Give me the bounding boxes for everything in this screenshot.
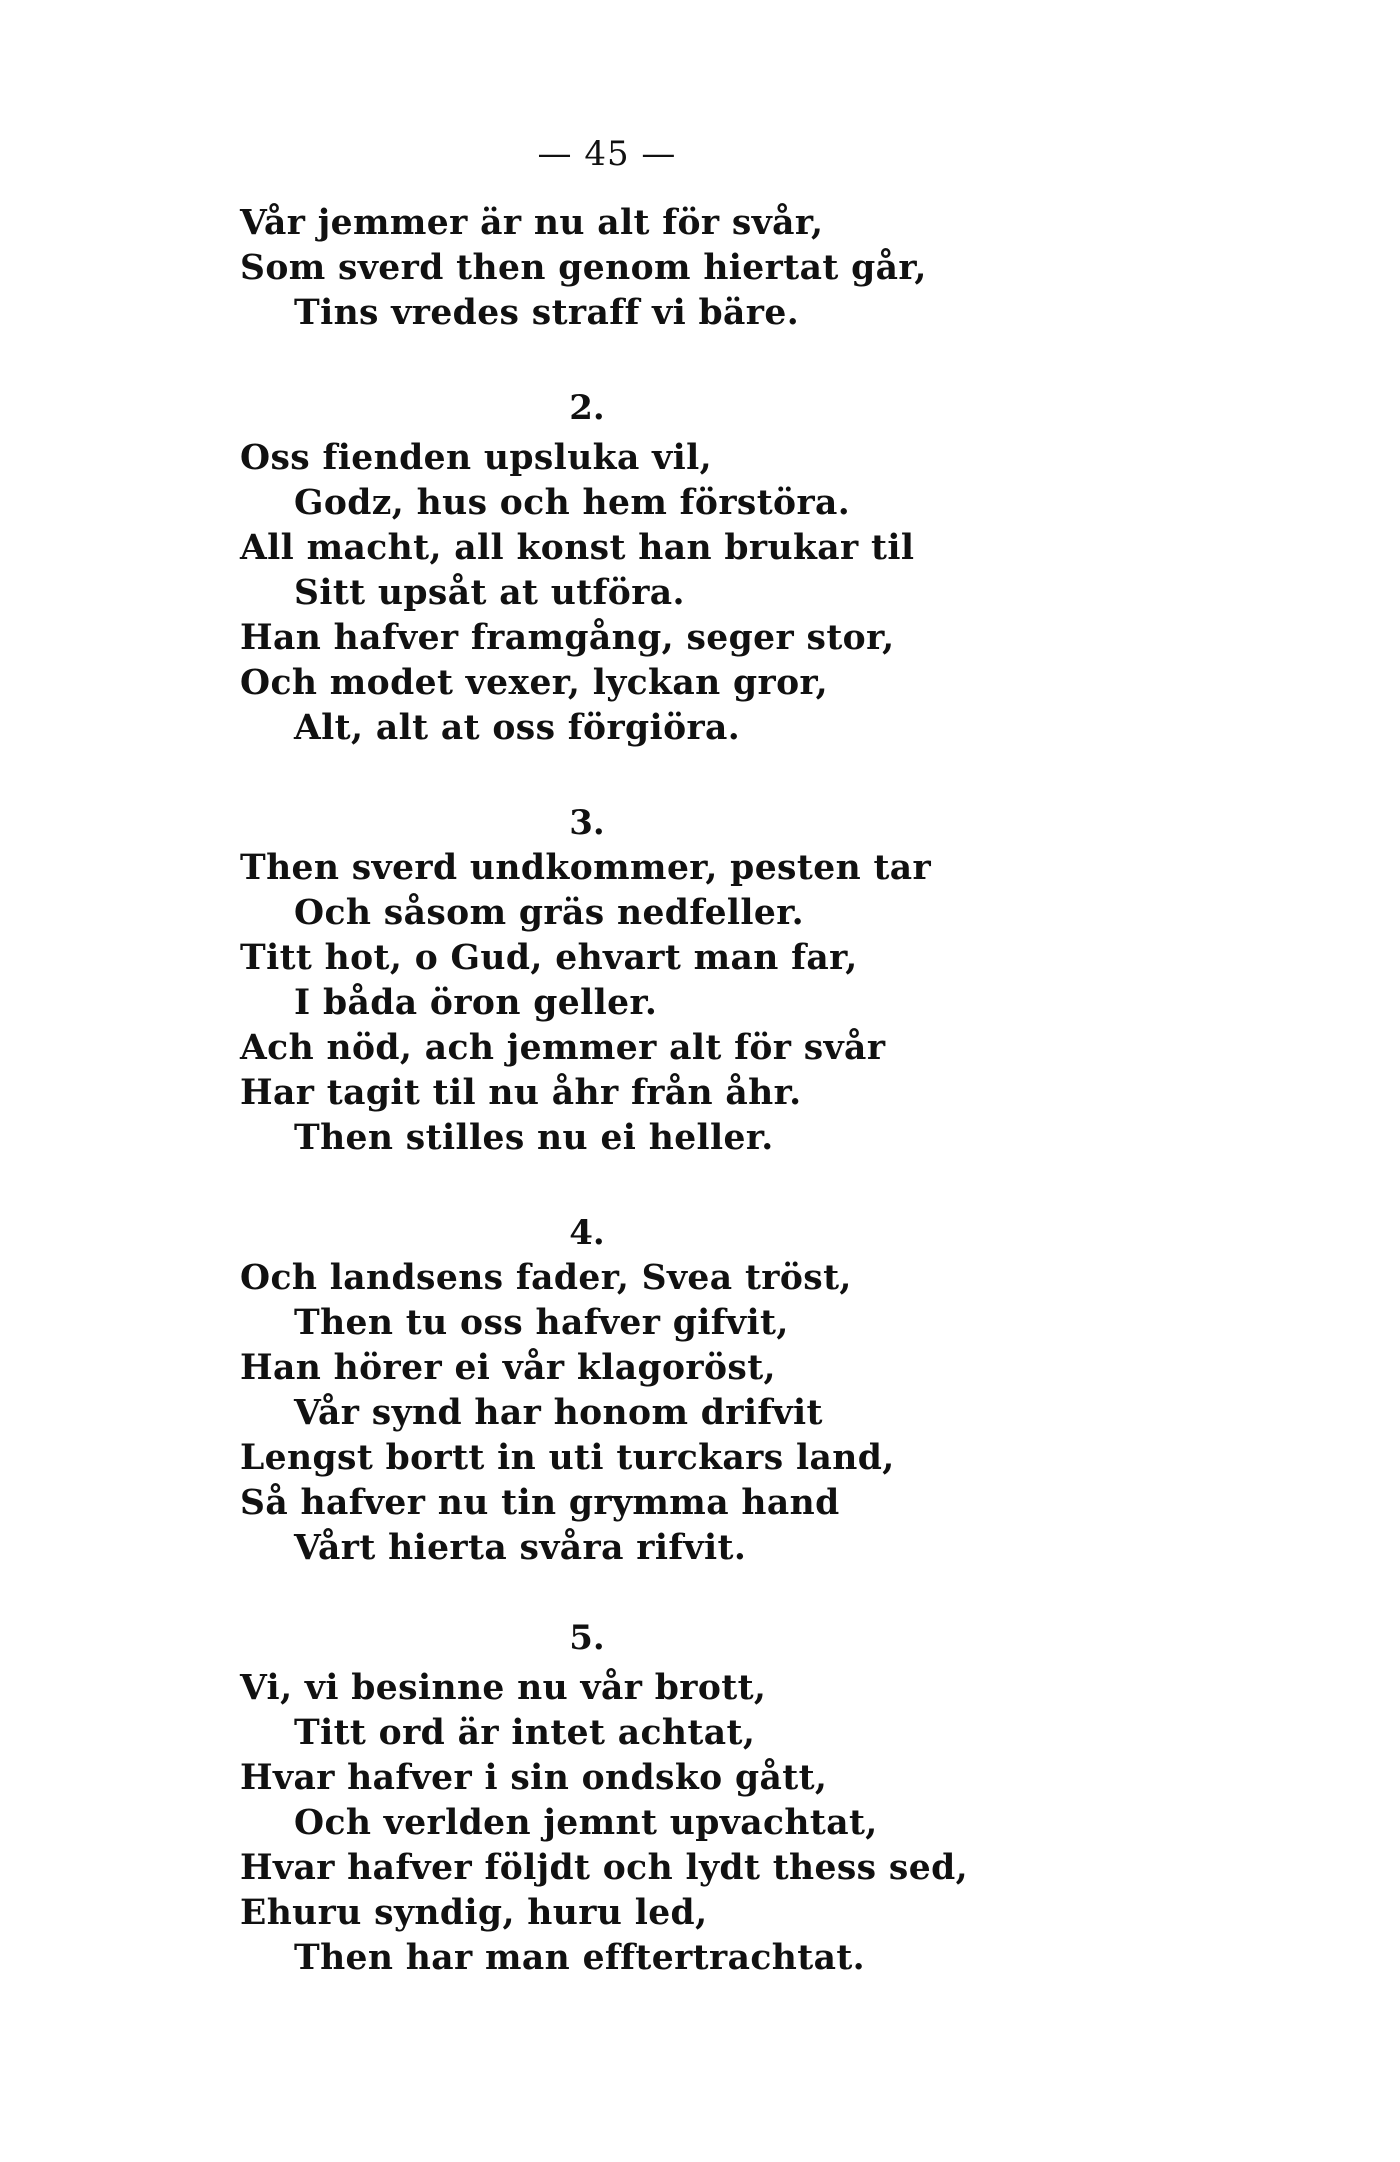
verse-line: Ach nöd, ach jemmer alt för svår xyxy=(240,1028,886,1068)
verse-line: Vår jemmer är nu alt för svår, xyxy=(240,203,824,243)
verse-line: Tins vredes straff vi bäre. xyxy=(294,293,800,333)
stanza-number: 4. xyxy=(569,1213,605,1253)
verse-line: Och modet vexer, lyckan gror, xyxy=(240,663,828,703)
verse-line: Som sverd then genom hiertat går, xyxy=(240,248,927,288)
verse-line: Godz, hus och hem förstöra. xyxy=(294,483,851,523)
verse-line: Han hafver framgång, seger stor, xyxy=(240,618,895,658)
verse-line: Vårt hierta svåra rifvit. xyxy=(294,1528,747,1568)
verse-line: All macht, all konst han brukar til xyxy=(240,528,915,568)
verse-line: Ehuru syndig, huru led, xyxy=(240,1893,708,1933)
verse-line: Han hörer ei vår klagoröst, xyxy=(240,1348,776,1388)
verse-line: Then tu oss hafver gifvit, xyxy=(294,1303,789,1343)
verse-line: Och verlden jemnt upvachtat, xyxy=(294,1803,878,1843)
verse-line: Oss fienden upsluka vil, xyxy=(240,438,713,478)
verse-line: I båda öron geller. xyxy=(294,983,658,1023)
verse-line: Vi, vi besinne nu vår brott, xyxy=(240,1668,767,1708)
verse-line: Alt, alt at oss förgiöra. xyxy=(294,708,741,748)
verse-line: Vår synd har honom drifvit xyxy=(294,1393,823,1433)
verse-line: Then stilles nu ei heller. xyxy=(294,1118,774,1158)
verse-line: Och såsom gräs nedfeller. xyxy=(294,893,805,933)
stanza-number: 5. xyxy=(569,1618,605,1658)
verse-line: Titt hot, o Gud, ehvart man far, xyxy=(240,938,858,978)
page-number: — 45 — xyxy=(537,134,677,174)
stanza-number: 2. xyxy=(569,388,605,428)
verse-line: Så hafver nu tin grymma hand xyxy=(240,1483,840,1523)
verse-line: Titt ord är intet achtat, xyxy=(294,1713,756,1753)
verse-line: Hvar hafver i sin ondsko gått, xyxy=(240,1758,828,1798)
stanza-number: 3. xyxy=(569,803,605,843)
verse-line: Har tagit til nu åhr från åhr. xyxy=(240,1073,802,1113)
verse-line: Och landsens fader, Svea tröst, xyxy=(240,1258,852,1298)
verse-line: Hvar hafver följdt och lydt thess sed, xyxy=(240,1848,969,1888)
verse-line: Then sverd undkommer, pesten tar xyxy=(240,848,932,888)
verse-line: Sitt upsåt at utföra. xyxy=(294,573,685,613)
verse-line: Lengst bortt in uti turckars land, xyxy=(240,1438,895,1478)
verse-line: Then har man efftertrachtat. xyxy=(294,1938,866,1978)
